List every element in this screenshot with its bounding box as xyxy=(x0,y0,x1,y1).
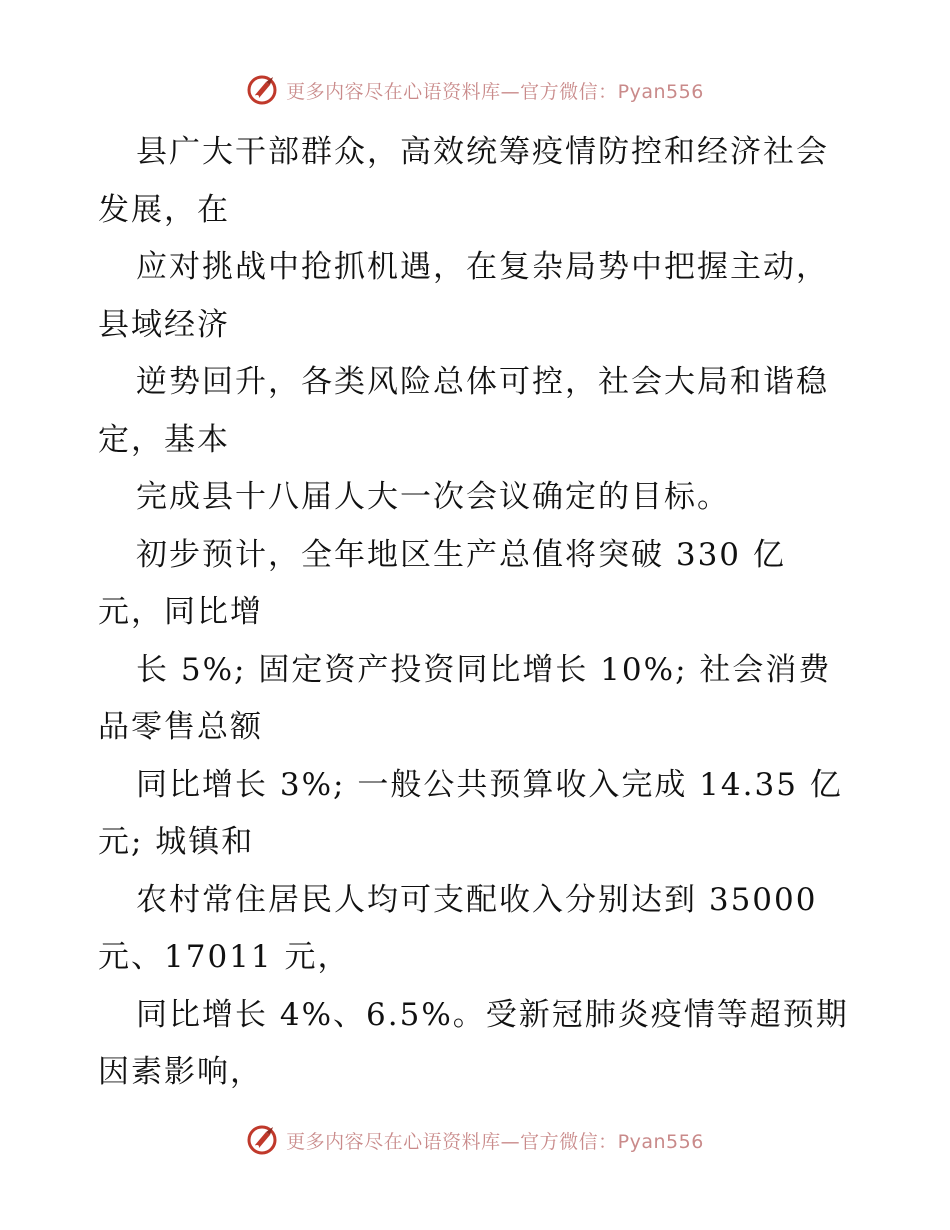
brand-logo-icon xyxy=(246,73,280,107)
text-line: 元、17011 元， xyxy=(98,939,351,975)
text-line: 同比增长 4%、6.5%。受新冠肺炎疫情等超预期 xyxy=(136,996,849,1033)
text-line: 县广大干部群众，高效统筹疫情防控和经济社会 xyxy=(136,134,829,170)
watermark-text: 更多内容尽在心语资料库—官方微信：Pyan556 xyxy=(286,80,704,103)
text-line: 因素影响， xyxy=(98,1054,263,1090)
text-line: 初步预计，全年地区生产总值将突破 330 亿 xyxy=(136,536,786,573)
text-line: 发展，在 xyxy=(98,191,230,228)
text-line: 同比增长 3%; 一般公共预算收入完成 14.35 亿 xyxy=(136,766,843,803)
text-line: 县域经济 xyxy=(98,306,230,343)
footer-watermark xyxy=(0,1120,950,1160)
text-line: 元; 城镇和 xyxy=(98,824,255,860)
text-line: 完成县十八届人大一次会议确定的目标。 xyxy=(136,479,730,515)
brand-logo-icon xyxy=(246,1123,280,1157)
text-line: 逆势回升，各类风险总体可控，社会大局和谐稳 xyxy=(136,364,829,400)
text-line: 农村常住居民人均可支配收入分别达到 35000 xyxy=(136,881,818,918)
text-line: 定，基本 xyxy=(98,421,230,458)
text-line: 品零售总额 xyxy=(98,709,263,745)
text-line: 长 5%; 固定资产投资同比增长 10%; 社会消费 xyxy=(136,651,832,688)
text-line: 元，同比增 xyxy=(98,594,263,630)
document-body xyxy=(98,124,858,1102)
text-line: 应对挑战中抢抓机遇，在复杂局势中把握主动， xyxy=(136,249,829,285)
watermark-text: 更多内容尽在心语资料库—官方微信：Pyan556 xyxy=(286,1130,704,1153)
header-watermark xyxy=(0,70,950,110)
